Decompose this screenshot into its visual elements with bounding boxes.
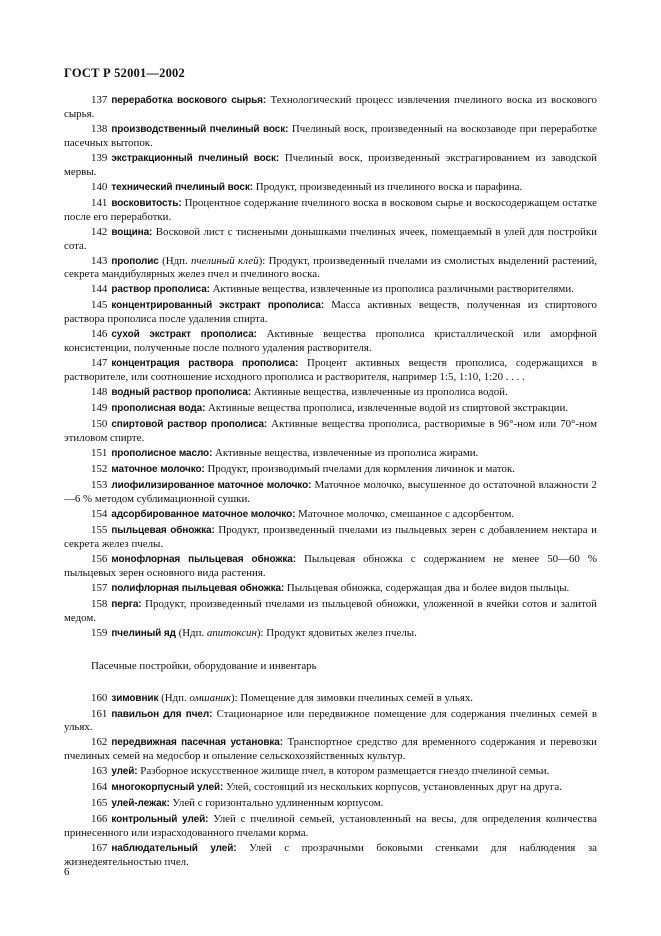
term-entry [64, 508, 597, 522]
entry-ndp-term: апитоксин [206, 626, 257, 639]
entry-term: пчелиный яд [111, 627, 176, 639]
entry-definition: Улей, состоящий из нескольких корпусов, установленных друг на друга. [223, 781, 562, 794]
term-entry [64, 447, 597, 461]
entry-definition: Продукт, произведенный из пчелиного воска и парафина. [253, 180, 523, 193]
term-entry [64, 197, 597, 224]
entry-number: 145 [91, 299, 108, 312]
entry-number: 150 [91, 418, 108, 431]
document-header: ГОСТ Р 52001—2002 [64, 66, 185, 80]
term-entry [64, 582, 597, 596]
entry-number: 149 [91, 402, 108, 415]
entry-number: 140 [91, 180, 108, 193]
term-entry [64, 765, 597, 779]
entry-ndp-prefix: (Ндп. [175, 626, 207, 639]
entry-term: пыльцевая обножка: [111, 524, 215, 536]
term-entry [64, 181, 597, 195]
entry-term: павильон для пчел: [111, 708, 213, 720]
entry-definition: Активные вещества прополиса кристаллической или аморфной консистенции, полученные после полного удаления растворителя. [64, 328, 597, 355]
entry-number: 138 [91, 122, 108, 135]
entry-definition: Маточное молочко, высушенное до остаточной влажности 2—6 % методом сублимационной сушки. [64, 479, 598, 505]
term-entry [64, 708, 597, 735]
entry-definition: Улей с горизонтально удлиненным корпусом. [169, 797, 384, 810]
entries-list-equipment [64, 692, 597, 870]
entry-definition: Технологический процесс извлечения пчелиного воска из воскового сырья. [64, 94, 597, 120]
term-entry [64, 598, 597, 625]
term-entry [64, 386, 597, 400]
entry-term: концентрация раствора прополиса: [111, 358, 299, 370]
term-entry [64, 692, 597, 706]
entry-definition: ): Помещение для зимовки пчелиных семей в ульях. [231, 691, 474, 704]
entry-term: прополис [111, 255, 159, 267]
entry-number: 165 [91, 797, 108, 810]
entry-definition: Стационарное или передвижное помещение для содержания пчелиных семей в ульях. [64, 707, 597, 734]
entry-term: прополисное масло: [111, 448, 213, 460]
entry-number: 157 [91, 581, 108, 594]
term-entry [64, 813, 597, 840]
entry-number: 137 [91, 94, 108, 106]
term-entry [64, 357, 597, 384]
entry-term: перга: [111, 598, 142, 610]
entry-definition: Маточное молочко, смешанное с адсорбентом. [295, 507, 515, 520]
entry-term: наблюдательный улей: [111, 843, 237, 855]
term-entry [64, 418, 597, 445]
entry-ndp-prefix: (Ндп. [158, 691, 190, 704]
entry-term: улей: [111, 766, 138, 778]
entry-definition: Процентное содержание пчелиного воска в восковом сырье и воскосодержащем остатке после его переработки. [64, 196, 597, 223]
term-entry [64, 736, 597, 763]
term-entry [64, 123, 597, 150]
entry-definition: Разборное искусственное жилище пчел, в котором размещается гнездо пчелиной семьи. [137, 765, 550, 778]
entry-number: 154 [91, 507, 108, 520]
entry-number: 167 [91, 842, 108, 855]
term-entry [64, 627, 597, 641]
entry-number: 142 [91, 225, 108, 238]
entry-definition: Активные вещества, извлеченные из прополиса различными растворителями. [209, 283, 574, 296]
term-entry [64, 328, 597, 355]
entry-definition: ): Продукт ядовитых желез пчелы. [256, 626, 417, 639]
entry-term: контрольный улей: [111, 814, 209, 826]
page-number: 6 [64, 866, 70, 878]
entry-definition: Пыльцевая обножка с содержанием не менее 50—60 % пыльцевых зерен основного вида растения. [64, 552, 597, 579]
entry-term: производственный пчелиный воск: [111, 123, 289, 135]
entry-number: 161 [91, 707, 108, 720]
entry-term: восковитость: [111, 197, 182, 209]
term-entry [64, 842, 597, 869]
entry-number: 144 [91, 283, 108, 296]
entry-definition: Пчелиный воск, произведенный на воскозаводе при переработке пасечных вытопок. [64, 122, 597, 149]
term-entry [64, 402, 597, 416]
entry-number: 162 [91, 736, 108, 749]
entry-number: 156 [91, 552, 108, 565]
term-entry [64, 553, 597, 580]
entry-term: концентрированный экстракт прополиса: [111, 300, 325, 312]
term-entry [64, 781, 597, 795]
entry-number: 147 [91, 357, 108, 370]
document-body [64, 94, 597, 871]
entry-number: 166 [91, 813, 108, 826]
term-entry [64, 797, 597, 811]
entry-definition: Масса активных веществ, полученная из спиртового раствора прополиса после удаления спирта. [64, 299, 597, 326]
entry-definition: Продукт, производимый пчелами для кормления личинок и маток. [204, 463, 515, 476]
entry-definition: Активные вещества, извлеченные из прополиса жирами. [212, 447, 479, 460]
entry-number: 163 [91, 765, 108, 778]
entry-definition: Активные вещества прополиса, растворимые в 96°-ном или 70°-ном этиловом спирте. [64, 418, 597, 445]
entry-term: полифлорная пыльцевая обножка: [111, 582, 285, 594]
entry-ndp-prefix: (Ндп. [158, 254, 192, 267]
entry-term: прополисная вода: [111, 403, 206, 415]
entry-ndp-term: омшаник [189, 691, 232, 704]
term-entry [64, 226, 597, 253]
entry-definition: Улей с прозрачными боковыми стенками для наблюдения за жизнедеятельностью пчел. [64, 842, 597, 869]
section-title: Пасечные постройки, оборудование и инвентарь [91, 659, 317, 672]
entry-definition: Пчелиный воск, произведенный экстрагированием из заводской мервы. [64, 151, 597, 178]
term-entry [64, 479, 597, 506]
entry-term: сухой экстракт прополиса: [111, 329, 257, 341]
entry-ndp-term: пчелиный клей [191, 254, 259, 267]
entry-number: 146 [91, 328, 108, 341]
entry-definition: Улей с пчелиной семьей, установленный на весы, для определения количества принесенного или израсходованного пчелами корма. [64, 813, 598, 840]
entry-term: многокорпусный улей: [111, 782, 224, 794]
term-entry [64, 152, 597, 179]
entry-term: улей-лежак: [111, 798, 170, 810]
entry-number: 143 [91, 254, 108, 267]
entry-definition: Восковой лист с тиснеными донышками пчелиных ячеек, помещаемый в улей для постройки сота. [64, 225, 597, 252]
term-entry [64, 524, 597, 551]
entry-term: технический пчелиный воск: [111, 181, 253, 193]
entry-number: 158 [91, 597, 108, 610]
entry-term: лиофилизированное маточное молочко: [111, 480, 312, 492]
entry-number: 160 [91, 691, 108, 704]
entry-definition: Активные вещества, извлеченные из прополиса водой. [251, 386, 508, 399]
entry-number: 148 [91, 386, 108, 399]
entry-number: 152 [91, 463, 108, 476]
entry-number: 155 [91, 523, 108, 536]
entry-term: вощина: [111, 226, 153, 238]
entry-term: раствор прополиса: [111, 284, 210, 296]
entry-term: зимовник [111, 692, 159, 704]
term-entry [64, 255, 597, 282]
entry-number: 141 [91, 196, 108, 209]
term-entry [64, 463, 597, 477]
entry-term: передвижная пасечная установка: [111, 737, 283, 749]
term-entry [64, 94, 597, 121]
entry-term: переработка воскового сырья: [111, 95, 267, 106]
entry-term: спиртовой раствор прополиса: [111, 419, 268, 431]
entry-definition: Транспортное средство для временного содержания и перевозки пчелиных семей на медосбор и опыление сельскохозяйственных культур. [64, 736, 598, 763]
entry-term: монофлорная пыльцевая обножка: [111, 553, 296, 565]
entry-term: водный раствор прополиса: [111, 387, 252, 399]
entry-definition: Продукт, произведенный пчелами из пыльцевой обножки, уложенной в ячейки сотов и залитой медом. [64, 597, 597, 624]
entry-number: 159 [91, 626, 108, 639]
entry-number: 139 [91, 151, 108, 164]
entries-list-products [64, 94, 597, 641]
term-entry [64, 299, 597, 326]
entry-number: 151 [91, 447, 108, 460]
entry-definition: Активные вещества прополиса, извлеченные водой из спиртовой экстракции. [205, 402, 569, 415]
entry-definition: Процент активных веществ прополиса, содержащихся в растворителе, или соотношение исходного прополиса и растворителя, например 1:5, 1:10, 1:20 . . . . [64, 357, 598, 384]
entry-term: адсорбированное маточное молочко: [111, 508, 296, 520]
entry-definition: Пыльцевая обножка, содержащая два и более видов пыльцы. [284, 581, 570, 594]
entry-term: маточное молочко: [111, 464, 205, 476]
entry-definition: Продукт, произведенный пчелами из пыльцевых зерен с добавлением нектара и секрета желез пчелы. [64, 523, 598, 550]
entry-term: экстракционный пчелиный воск: [111, 152, 280, 164]
entry-number: 164 [91, 781, 108, 794]
entry-number: 153 [91, 479, 108, 492]
entry-definition: ): Продукт, произведенный пчелами из смолистых выделений растений, секрета мандибулярных желез пчел и пчелиного воска. [64, 254, 597, 281]
term-entry [64, 283, 597, 297]
